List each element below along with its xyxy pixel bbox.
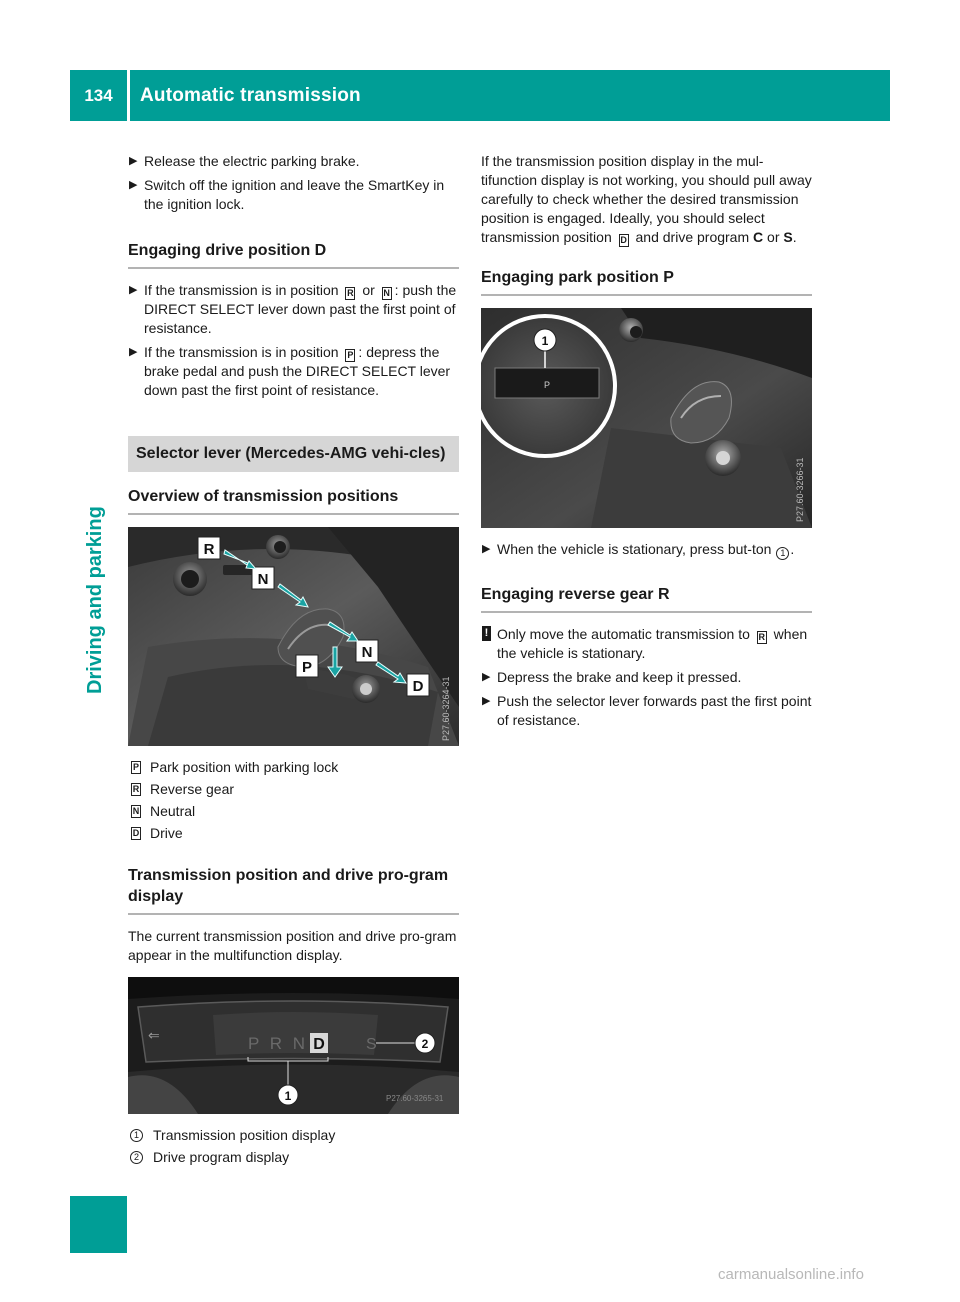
instruction-step: ▶ When the vehicle is stationary, press but-ton 1 . <box>482 541 795 558</box>
exclamation-icon: ! <box>482 626 491 641</box>
heading-engaging-drive: Engaging drive position D <box>128 240 459 269</box>
arrow-right-icon: ▶ <box>129 179 138 191</box>
figure-multifunction-display <box>128 977 459 1114</box>
figure-selector-positions <box>128 527 459 746</box>
section-tab-label: Driving and parking <box>84 506 106 694</box>
page-number: 134 <box>84 86 113 105</box>
arrow-right-icon: ▶ <box>482 671 491 683</box>
fig-label-n-lower: N <box>361 644 373 661</box>
arrow-right-icon: ▶ <box>129 155 138 167</box>
callout-2-icon: 2 <box>130 1151 143 1164</box>
callout-1-marker: 1 <box>284 1089 292 1103</box>
figure-park-button <box>481 308 812 528</box>
instruction-step: ▶ Release the electric parking brake. <box>129 153 360 169</box>
park-button-photo <box>481 308 812 528</box>
svg-text:⇐: ⇐ <box>148 1027 160 1043</box>
instruction-step: ▶ If the transmission is in position R or N : push the DIRECT SELECT lever down past the first point of resistance. <box>129 282 457 336</box>
left-column <box>128 152 459 1170</box>
display-s-letter: S <box>366 1036 377 1053</box>
heading-display: Transmission position and drive pro-gram display <box>128 865 459 915</box>
fig-label-n-upper: N <box>257 571 269 588</box>
position-r-key: R <box>347 288 354 298</box>
instruction-step: ▶ If the transmission is in position P : depress the brake pedal and push the DIRECT SELECT lever down past the first point of resistance. <box>129 344 451 398</box>
arrow-right-icon: ▶ <box>129 346 138 358</box>
figure-code: P27.60-3265-31 <box>386 1094 444 1103</box>
position-r-key: R <box>758 632 766 642</box>
callout-1-icon: 1 <box>776 547 789 560</box>
callout-1-icon: 1 <box>130 1129 143 1142</box>
position-r-key: R <box>132 784 140 794</box>
heading-engaging-park: Engaging park position P <box>481 267 812 296</box>
display-d-letter: D <box>313 1036 325 1053</box>
fig-label-d: D <box>412 678 424 695</box>
page-title: Automatic transmission <box>140 85 361 106</box>
legend-item-d: D Drive <box>132 825 183 841</box>
display-description: The current transmission position and drive pro-gram appear in the multifunction display. <box>128 928 457 963</box>
instruction-step: ▶ Switch off the ignition and leave the SmartKey in the ignition lock. <box>129 177 445 212</box>
display-fallback-paragraph: If the transmission position display in the mul-tifunction display is not working, you should pull away carefully to check whether the desired transmission position is engaged. Ideally, you should select transmission position D and drive program C or S. <box>481 153 812 245</box>
fig-label-p: P <box>301 659 313 676</box>
position-p-key: P <box>347 350 354 360</box>
position-d-key: D <box>620 235 627 245</box>
park-button-label: P <box>543 380 551 390</box>
display-prn-letters: P R N <box>248 1034 309 1053</box>
watermark: carmanualsonline.info <box>718 1266 864 1283</box>
drive-program-c: C <box>753 229 764 245</box>
legend-item-r: R Reverse gear <box>132 781 235 797</box>
heading-engaging-reverse: Engaging reverse gear R <box>481 584 812 613</box>
position-n-key: N <box>383 288 390 298</box>
legend-item-p: P Park position with parking lock <box>132 759 339 775</box>
section-tab-marker <box>70 1196 127 1253</box>
instrument-cluster-photo <box>128 977 459 1114</box>
heading-overview: Overview of transmission positions <box>128 486 459 515</box>
callout-2-marker: 2 <box>421 1037 429 1051</box>
position-n-key: N <box>132 806 140 816</box>
right-column <box>481 152 812 735</box>
callout-1-marker: 1 <box>541 334 549 348</box>
instruction-step: ▶ Depress the brake and keep it pressed. <box>482 669 742 685</box>
position-p-key: P <box>132 762 139 772</box>
callout-item-2: 2 Drive program display <box>128 1148 459 1167</box>
selector-lever-photo <box>128 527 459 746</box>
arrow-right-icon: ▶ <box>482 543 491 555</box>
figure-code: P27.60-3266-31 <box>795 457 805 522</box>
fig-label-r: R <box>203 541 215 558</box>
warning-note: ! Only move the automatic transmission to R when the vehicle is stationary. <box>481 625 812 663</box>
arrow-right-icon: ▶ <box>129 284 138 296</box>
position-d-key: D <box>132 828 140 838</box>
figure-code: P27.60-3264-31 <box>441 676 451 741</box>
instruction-step: ▶ Push the selector lever forwards past the first point of resistance. <box>482 693 812 728</box>
legend-item-n: N Neutral <box>132 803 196 819</box>
arrow-right-icon: ▶ <box>482 695 491 707</box>
heading-selector-lever: Selector lever (Mercedes-AMG vehi-cles) <box>128 436 459 472</box>
drive-program-s: S <box>783 229 793 245</box>
header-divider <box>127 70 130 121</box>
callout-item-1: 1 Transmission position display <box>128 1126 459 1145</box>
